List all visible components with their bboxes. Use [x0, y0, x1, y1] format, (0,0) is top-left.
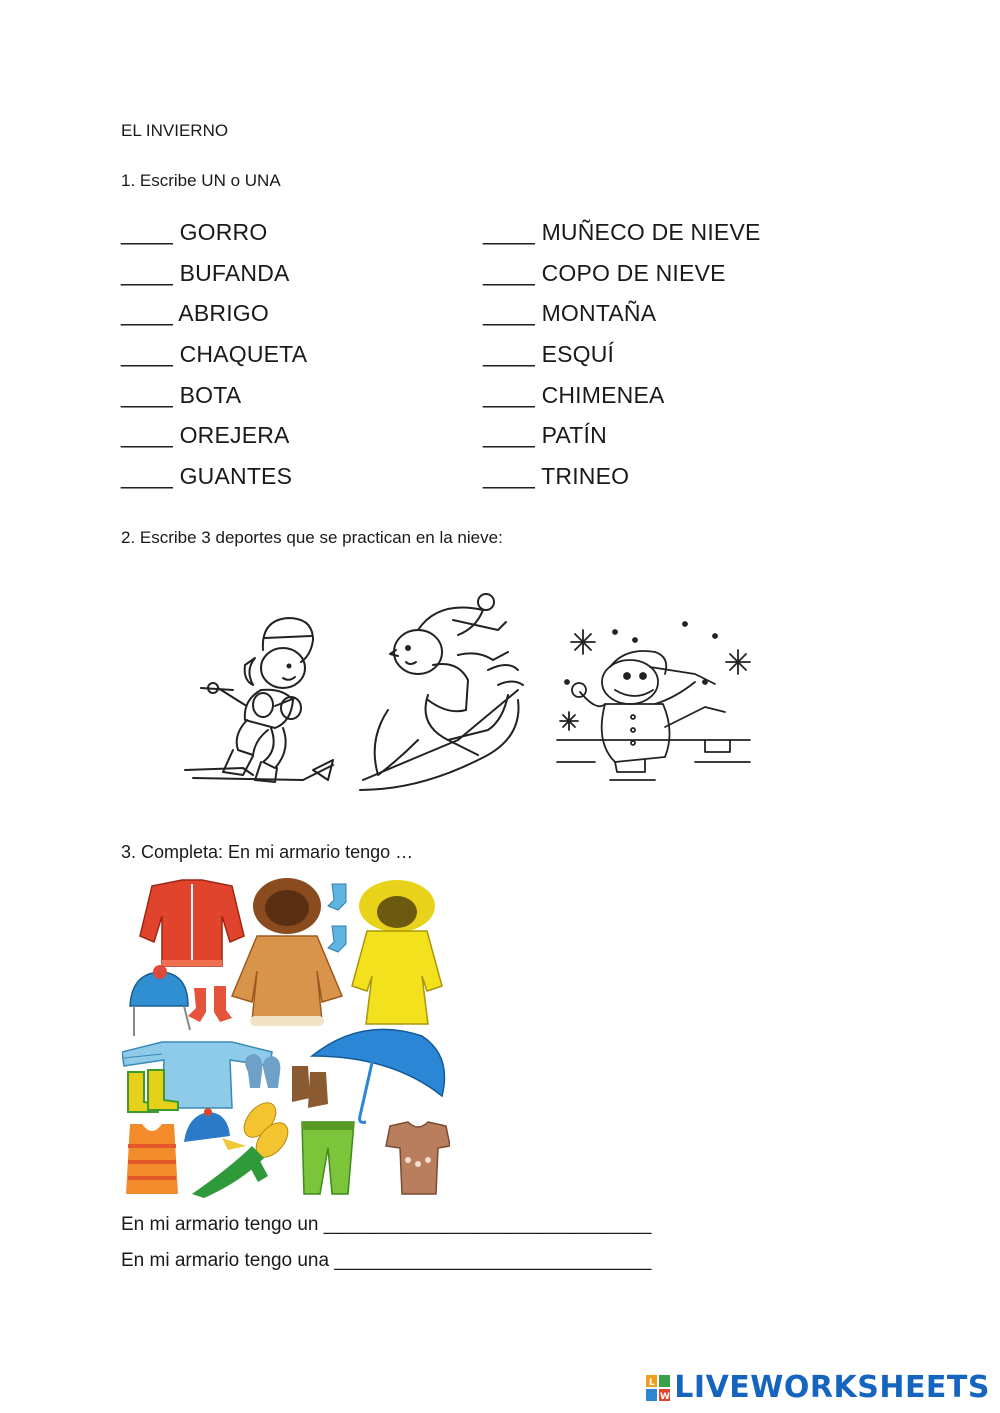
word-label: OREJERA — [179, 422, 290, 448]
word-label: MUÑECO DE NIEVE — [541, 219, 761, 245]
parka-icon — [232, 878, 342, 1026]
word-item — [483, 382, 665, 409]
word-label: ABRIGO — [178, 300, 269, 326]
article-blank[interactable]: ____ — [483, 341, 535, 367]
pants-icon — [302, 1122, 354, 1194]
word-label: CHIMENEA — [541, 382, 665, 408]
word-item — [121, 382, 241, 409]
worksheet-title: EL INVIERNO — [121, 121, 229, 140]
sentence-line-una[interactable]: En mi armario tengo una ______________________________ — [121, 1250, 652, 1271]
word-label: BUFANDA — [179, 260, 290, 286]
svg-text:L: L — [649, 1377, 656, 1388]
word-label: ESQUÍ — [541, 341, 615, 367]
logo-mark-icon — [646, 1373, 672, 1403]
word-item — [483, 300, 656, 327]
article-blank[interactable]: ____ — [483, 382, 535, 408]
svg-text:W: W — [660, 1391, 671, 1402]
ice-skater-illustration — [555, 612, 755, 797]
sentence-line-un[interactable]: En mi armario tengo un _______________________________ — [121, 1214, 652, 1235]
question-1-heading: 1. Escribe UN o UNA — [121, 171, 281, 190]
article-blank[interactable]: ____ — [483, 300, 535, 326]
liveworksheets-logo — [646, 1370, 990, 1405]
raincoat-icon — [352, 880, 442, 1024]
question-3-heading: 3. Completa: En mi armario tengo … — [121, 842, 414, 862]
word-item — [121, 341, 307, 368]
word-item — [483, 463, 629, 490]
word-label: COPO DE NIEVE — [541, 260, 726, 286]
word-item — [121, 219, 267, 246]
article-blank[interactable]: ____ — [121, 422, 173, 448]
word-label: GUANTES — [179, 463, 293, 489]
word-item — [121, 422, 290, 449]
article-blank[interactable]: ____ — [483, 219, 535, 245]
word-item — [483, 260, 726, 287]
word-label: MONTAÑA — [541, 300, 657, 326]
word-item — [121, 463, 292, 490]
umbrella-icon — [312, 1029, 445, 1122]
word-label: GORRO — [179, 219, 268, 245]
winter-hat-icon — [130, 965, 190, 1036]
article-blank[interactable]: ____ — [121, 300, 173, 326]
tshirt-icon — [386, 1122, 450, 1194]
sled-illustration — [358, 590, 530, 795]
article-blank[interactable]: ____ — [483, 463, 535, 489]
scarf-icon — [192, 1146, 268, 1198]
jacket-icon — [140, 880, 244, 966]
word-item — [121, 300, 269, 327]
word-item — [483, 341, 614, 368]
article-blank[interactable]: ____ — [483, 260, 535, 286]
article-blank[interactable]: ____ — [121, 382, 173, 408]
socks-icon — [328, 884, 346, 952]
red-socks-icon — [188, 986, 232, 1022]
article-blank[interactable]: ____ — [121, 341, 173, 367]
skier-illustration — [183, 610, 338, 795]
question-2-heading: 2. Escribe 3 deportes que se practican en la nieve: — [121, 528, 503, 547]
article-blank[interactable]: ____ — [121, 219, 173, 245]
brand-name: LIVEWORKSHEETS — [674, 1370, 990, 1405]
cap-icon — [184, 1108, 246, 1150]
boots-icon — [292, 1066, 328, 1108]
word-label: PATÍN — [541, 422, 607, 448]
word-label: BOTA — [179, 382, 242, 408]
article-blank[interactable]: ____ — [121, 260, 173, 286]
article-blank[interactable]: ____ — [483, 422, 535, 448]
word-item — [483, 422, 607, 449]
word-label: CHAQUETA — [179, 341, 308, 367]
word-item — [483, 219, 761, 246]
tank-top-icon — [126, 1124, 178, 1194]
article-blank[interactable]: ____ — [121, 463, 173, 489]
word-label: TRINEO — [541, 463, 630, 489]
word-item — [121, 260, 290, 287]
clothes-collage — [122, 876, 450, 1198]
